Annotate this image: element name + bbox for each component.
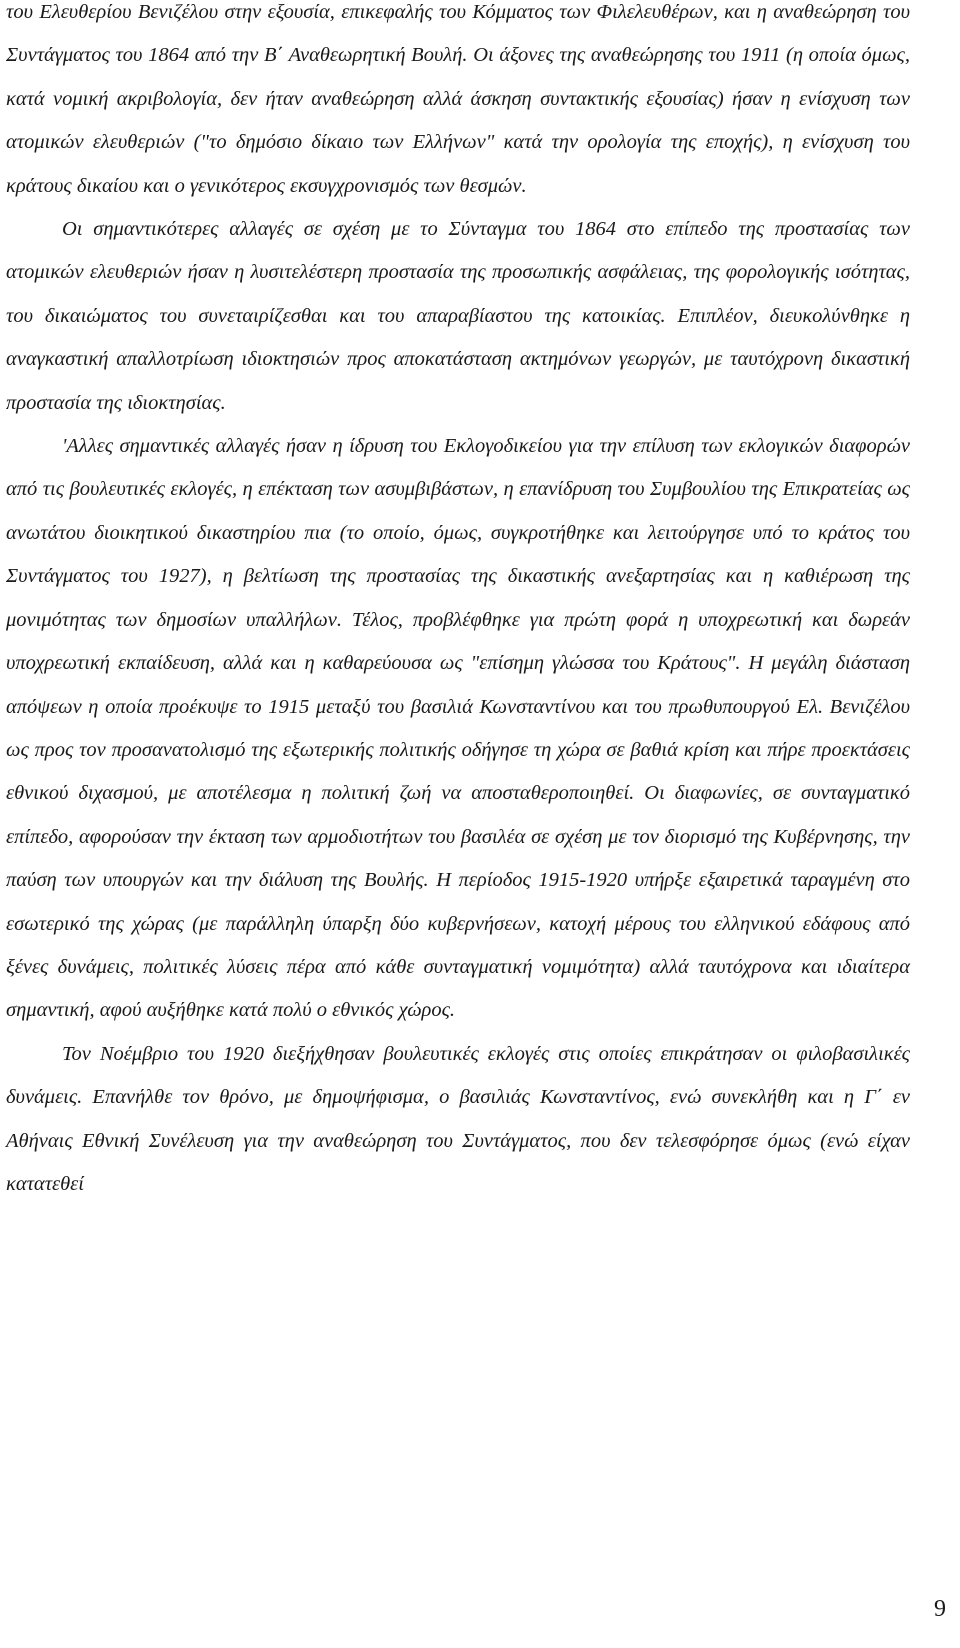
document-page: [6, 0, 910, 1206]
paragraph-3: 'Αλλες σημαντικές αλλαγές ήσαν η ίδρυση του Εκλογοδικείου για την επίλυση των εκλογικών διαφορών από τις βουλευτικές εκλογές, η επέκταση των ασυμβιβάστων, η επανίδρυση του Συμβουλίου της Επικρατείας ως ανωτάτου διοικητικού δικαστηρίου πια (το οποίο, όμως, συγκροτήθηκε και λειτούργησε υπό το κράτος του Συντάγματος του 1927), η βελτίωση της προστασίας της δικαστικής ανεξαρτησίας και η καθιέρωση της μονιμότητας των δημοσίων υπαλλήλων. Τέλος, προβλέφθηκε για πρώτη φορά η υποχρεωτική και δωρεάν υποχρεωτική εκπαίδευση, αλλά και η καθαρεύουσα ως "επίσημη γλώσσα του Κράτους". Η μεγάλη διάσταση απόψεων η οποία προέκυψε το 1915 μεταξύ του βασιλιά Κωνσταντίνου και του πρωθυπουργού Ελ. Βενιζέλου ως προς τον προσανατολισμό της εξωτερικής πολιτικής οδήγησε τη χώρα σε βαθιά κρίση και πήρε προεκτάσεις εθνικού διχασμού, με αποτέλεσμα η πολιτική ζωή να αποσταθεροποιηθεί. Οι διαφωνίες, σε συνταγματικό επίπεδο, αφορούσαν την έκταση των αρμοδιοτήτων του βασιλέα σε σχέση με τον διορισμό της Κυβέρνησης, την παύση των υπουργών και την διάλυση της Βουλής. Η περίοδος 1915-1920 υπήρξε εξαιρετικά ταραγμένη στο εσωτερικό της χώρας (με παράλληλη ύπαρξη δύο κυβερνήσεων, κατοχή μέρους του ελληνικού εδάφους από ξένες δυνάμεις, πολιτικές λύσεις πέρα από κάθε συνταγματική νομιμότητα) αλλά ταυτόχρονα και ιδιαίτερα σημαντική, αφού αυξήθηκε κατά πολύ ο εθνικός χώρος.: [6, 435, 910, 1022]
page-number: 9: [934, 1596, 946, 1622]
paragraph-2: Οι σημαντικότερες αλλαγές σε σχέση με το Σύνταγμα του 1864 στο επίπεδο της προστασίας των ατομικών ελευθεριών ήσαν η λυσιτελέστερη προστασία της προσωπικής ασφάλειας, της φορολογικής ισότητας, του δικαιώματος του συνεταιρίζεσθαι και του απαραβίαστου της κατοικίας. Επιπλέον, διευκολύνθηκε η αναγκαστική απαλλοτρίωση ιδιοκτησιών προς αποκατάσταση ακτημόνων γεωργών, με ταυτόχρονη δικαστική προστασία της ιδιοκτησίας.: [6, 218, 910, 414]
paragraph-1: του Ελευθερίου Βενιζέλου στην εξουσία, επικεφαλής του Κόμματος των Φιλελευθέρων, και η αναθεώρηση του Συντάγματος του 1864 από την Β΄ Αναθεωρητική Βουλή. Οι άξονες της αναθεώρησης του 1911 (η οποία όμως, κατά νομική ακριβολογία, δεν ήταν αναθεώρηση αλλά άσκηση συντακτικής εξουσίας) ήσαν η ενίσχυση των ατομικών ελευθεριών ("το δημόσιο δίκαιο των Ελλήνων" κατά την ορολογία της εποχής), η ενίσχυση του κράτους δικαίου και ο γενικότερος εκσυγχρονισμός των θεσμών.: [6, 1, 910, 197]
paragraph-4: Τον Νοέμβριο του 1920 διεξήχθησαν βουλευτικές εκλογές στις οποίες επικράτησαν οι φιλοβασιλικές δυνάμεις. Επανήλθε τον θρόνο, με δημοψήφισμα, ο βασιλιάς Κωνσταντίνος, ενώ συνεκλήθη και η Γ΄ εν Αθήναις Εθνική Συνέλευση για την αναθεώρηση του Συντάγματος, που δεν τελεσφόρησε όμως (ενώ είχαν κατατεθεί: [6, 1042, 910, 1195]
